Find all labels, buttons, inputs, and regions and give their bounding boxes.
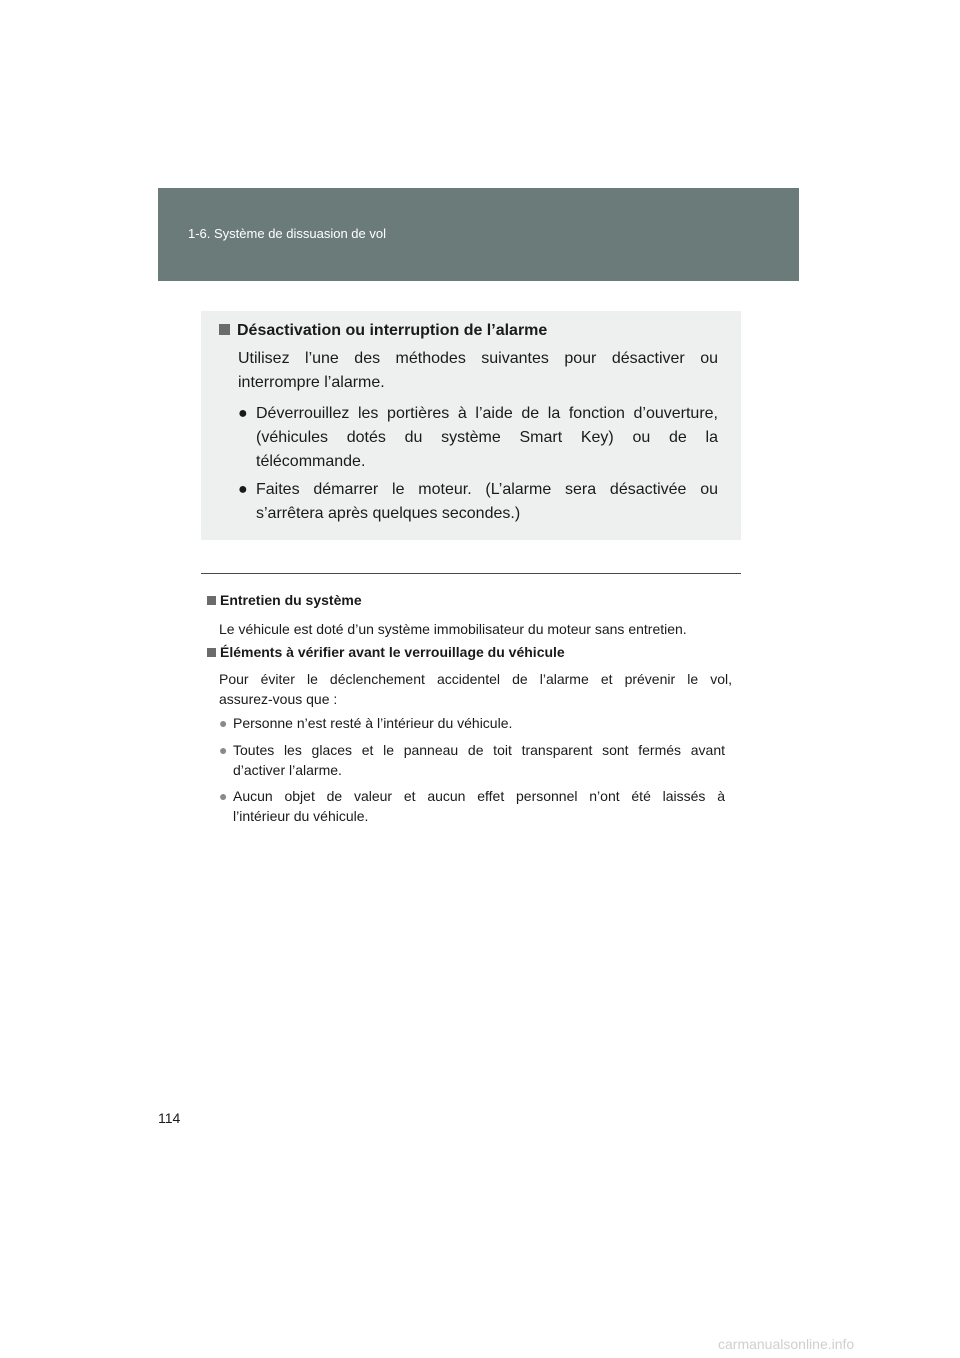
box-bullet-item: ● Déverrouillez les portières à l’aide de la fonction d’ouverture, (véhicules dotés du système Smart Key) ou de la télécommande. [238,402,718,474]
square-bullet-icon [207,648,216,657]
box-bullet-item: ● Faites démarrer le moteur. (L’alarme sera désactivée ou s’arrêtera après quelques secondes.) [238,478,718,526]
maintenance-heading: Entretien du système [207,592,362,608]
section-title: 1-6. Système de dissuasion de vol [188,226,386,241]
box-title: Désactivation ou interruption de l’alarme [219,322,547,340]
round-bullet-icon: ● [219,788,228,804]
round-bullet-icon: ● [238,405,248,422]
maintenance-text: Le véhicule est doté d’un système immobilisateur du moteur sans entretien. [219,621,687,637]
section-header [158,188,799,281]
box-intro-line-1: Utilisez l’une des méthodes suivantes pour désactiver ou [238,350,718,367]
alarm-info-box [201,311,741,540]
round-bullet-icon: ● [219,742,228,758]
check-intro-line-1: Pour éviter le déclenchement accidentel de l’alarme et prévenir le vol, [219,671,732,687]
watermark: carmanualsonline.info [718,1336,855,1352]
round-bullet-icon: ● [219,715,228,731]
check-bullet-item: ● Personne n’est resté à l’intérieur du véhicule. [219,715,513,731]
square-bullet-icon [207,596,216,605]
check-bullet-item: ● Toutes les glaces et le panneau de toit transparent sont fermés avant d’activer l’alarme. [219,742,725,778]
check-intro-line-2: assurez-vous que : [219,691,338,707]
divider [201,573,741,574]
check-heading: Éléments à vérifier avant le verrouillage du véhicule [207,644,565,660]
check-bullet-item: ● Aucun objet de valeur et aucun effet personnel n’ont été laissés à l’intérieur du véhicule. [219,788,725,824]
page-number: 114 [158,1110,181,1126]
round-bullet-icon: ● [238,481,248,498]
box-intro-line-2: interrompre l’alarme. [238,374,385,391]
square-bullet-icon [219,324,230,335]
